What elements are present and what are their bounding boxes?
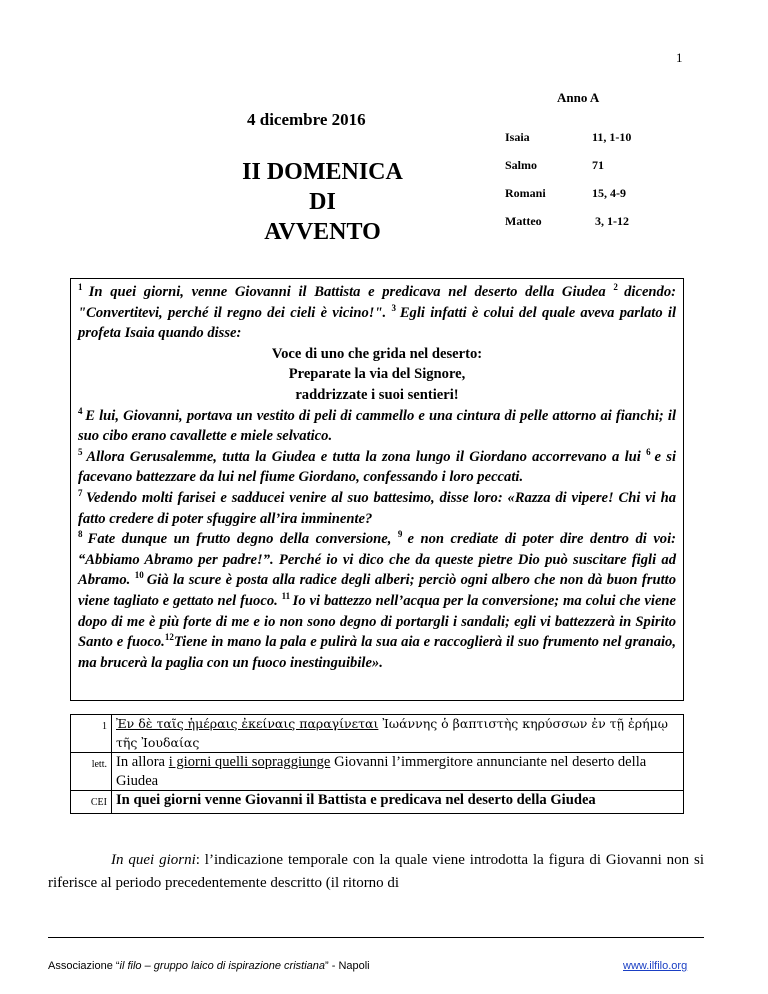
verse-10: Già la scure è posta alla radice degli alberi; perciò ogni albero che non dà buon frutto viene tagliato e gettato nel fuoco.	[78, 572, 676, 609]
title-line-3: AVVENTO	[264, 219, 381, 245]
translation-comparison-table	[70, 714, 684, 814]
greek-text	[112, 715, 684, 753]
reading-row	[505, 158, 631, 186]
verse-5: Allora Gerusalemme, tutta la Giudea e tutta la zona lungo il Giordano accorrevano a lui	[86, 448, 641, 465]
reading-book: Romani	[505, 186, 546, 200]
year-cycle: Anno A	[557, 90, 600, 105]
gospel-para-4: $^4$ E lui, Giovanni, portava un vestito di peli di cammello e una cintura di pelle attorno ai fianchi; il suo cibo erano cavallette e miele selvatico.	[78, 405, 676, 445]
date: 4 dicembre 2016	[247, 110, 366, 129]
reading-ref: 3, 1-12	[592, 214, 629, 228]
page-title	[210, 157, 435, 247]
quote-line-1: Voce di uno che grida nel deserto:	[271, 345, 483, 362]
verse-8: Fate dunque un frutto degno della conversione,	[87, 531, 392, 548]
verse-1: In quei giorni, venne Giovanni il Battista e predicava nel deserto della Giudea	[88, 284, 606, 300]
row-label-cei: CEI	[71, 791, 112, 814]
commentary-paragraph	[48, 849, 704, 895]
commentary-term: In quei giorni	[111, 852, 196, 868]
lett-rest: Giovanni l’immergitore annunciante nel deserto della Giudea	[116, 754, 647, 789]
footer-suffix: ” - Napoli	[325, 960, 370, 972]
lett-underlined: i giorni quelli sopraggiunge	[168, 754, 331, 770]
cei-translation: In quei giorni venne Giovanni il Battista e predicava nel deserto della Giudea	[112, 791, 684, 814]
reading-book: Salmo	[505, 158, 538, 172]
footer-italic: il filo – gruppo laico di ispirazione cristiana	[119, 960, 325, 972]
verse-6: e si facevano battezzare da lui nel fiume Giordano, confessando i loro peccati.	[78, 448, 676, 486]
verse-9: e non crediate di poter dire dentro di voi: “Abbiamo Abramo per padre!”. Perché io vi dico che da queste pietre Dio può suscitare figli ad Abramo.	[78, 531, 677, 589]
gospel-passage-box	[70, 278, 684, 701]
gospel-para-5: $^5$ Allora Gerusalemme, tutta la Giudea e tutta la zona lungo il Giordano accorrevano a lui $^6$ e si facevano battezzare da lui nel fiume Giordano, confessando i loro peccati.	[78, 446, 676, 486]
reading-row	[505, 214, 631, 242]
gospel-para-1: $^1$ In quei giorni, venne Giovanni il Battista e predicava nel deserto della Giudea $^2$ dicendo: "Convertitevi, perché il regno dei cieli è vicino!". $^3$ Egli infatti è colui del quale aveva parlato il profeta Isaia quando disse:	[78, 282, 677, 342]
website-link[interactable]: www.ilfilo.org	[623, 960, 688, 972]
literal-translation	[112, 753, 684, 791]
reading-row	[505, 130, 631, 158]
reading-book: Isaia	[505, 130, 530, 144]
reading-ref: 71	[592, 158, 604, 172]
quote-line-3: raddrizzate i suoi sentieri!	[295, 386, 459, 403]
isaiah-quote	[78, 344, 676, 406]
title-line-2: DI	[309, 189, 336, 215]
row-label-lett: lett.	[71, 753, 112, 791]
footer-divider	[48, 937, 704, 938]
reading-book: Matteo	[505, 214, 542, 228]
verse-2: dicendo: "Convertitevi, perché il regno dei cieli è vicino!".	[78, 284, 677, 321]
table-row	[71, 715, 684, 753]
row-label-greek: 1	[71, 715, 112, 753]
greek-underlined: Ἐν δὲ ταῖς ἡμέραις ἐκείναις παραγίνεται	[116, 716, 379, 731]
lett-pre: In allora	[116, 754, 169, 770]
gospel-para-7: $^7$ Vedendo molti farisei e sadducei venire al suo battesimo, disse loro: «Razza di vipere! Chi vi ha fatto credere di poter sfuggire all’ira imminente?	[78, 488, 676, 527]
verse-4: E lui, Giovanni, portava un vestito di peli di cammello e una cintura di pelle attorno ai fianchi; il suo cibo erano cavallette e miele selvatico.	[78, 407, 676, 445]
reading-ref: 11, 1-10	[592, 130, 632, 144]
verse-12: Tiene in mano la pala e pulirà la sua aia e raccoglierà il suo frumento nel granaio, ma brucerà la paglia con un fuoco inestinguibile».	[78, 634, 676, 671]
gospel-para-8: $^8$ Fate dunque un frutto degno della conversione, $^9$ e non crediate di poter dire dentro di voi: “Abbiamo Abramo per padre!”. Perché io vi dico che da queste pietre Dio può suscitare figli ad Abramo. $^{10}$ Già la scure è posta alla radice degli alberi; perciò ogni albero che non dà buon frutto viene tagliato e gettato nel fuoco. $^{11}$ Io vi battezzo nell’acqua per la conversione; ma colui che viene dopo di me è più forte di me e io non sono degno di portargli i sandali; egli vi battezzerà in Spirito Santo e fuoco.$^{12}$Tiene in mano la pala e pulirà la sua aia e raccoglierà il suo frumento nel granaio, ma brucerà la paglia con un fuoco inestinguibile».	[78, 529, 677, 671]
verse-11: Io vi battezzo nell’acqua per la conversione; ma colui che viene dopo di me è più forte di me e io non sono degno di portargli i sandali; egli vi battezzerà in Spirito Santo e fuoco.	[78, 592, 677, 651]
footer-prefix: Associazione “	[48, 960, 120, 972]
readings-list	[505, 130, 631, 242]
commentary-text: : l’indicazione temporale con la quale viene introdotta la figura di Giovanni non si riferisce al periodo precedentemente descritto (il ritorno di	[48, 852, 704, 891]
verse-7: Vedendo molti farisei e sadducei venire al suo battesimo, disse loro: «Razza di vipere! Chi vi ha fatto credere di poter sfuggire all’ira imminente?	[78, 489, 676, 527]
table-row	[71, 753, 684, 791]
table-row	[71, 791, 684, 814]
title-line-1: II DOMENICA	[242, 159, 403, 185]
quote-line-2: Preparate la via del Signore,	[288, 366, 466, 383]
greek-rest: Ἰωάννης ὁ βαπτιστὴς κηρύσσων ἐν τῇ ἐρήμῳ τῆς Ἰουδαίας	[116, 716, 668, 750]
page-number: 1	[676, 50, 683, 65]
reading-row	[505, 186, 631, 214]
reading-ref: 15, 4-9	[592, 186, 626, 200]
verse-3: Egli infatti è colui del quale aveva parlato il profeta Isaia quando disse:	[78, 304, 677, 342]
footer-association	[48, 960, 370, 972]
